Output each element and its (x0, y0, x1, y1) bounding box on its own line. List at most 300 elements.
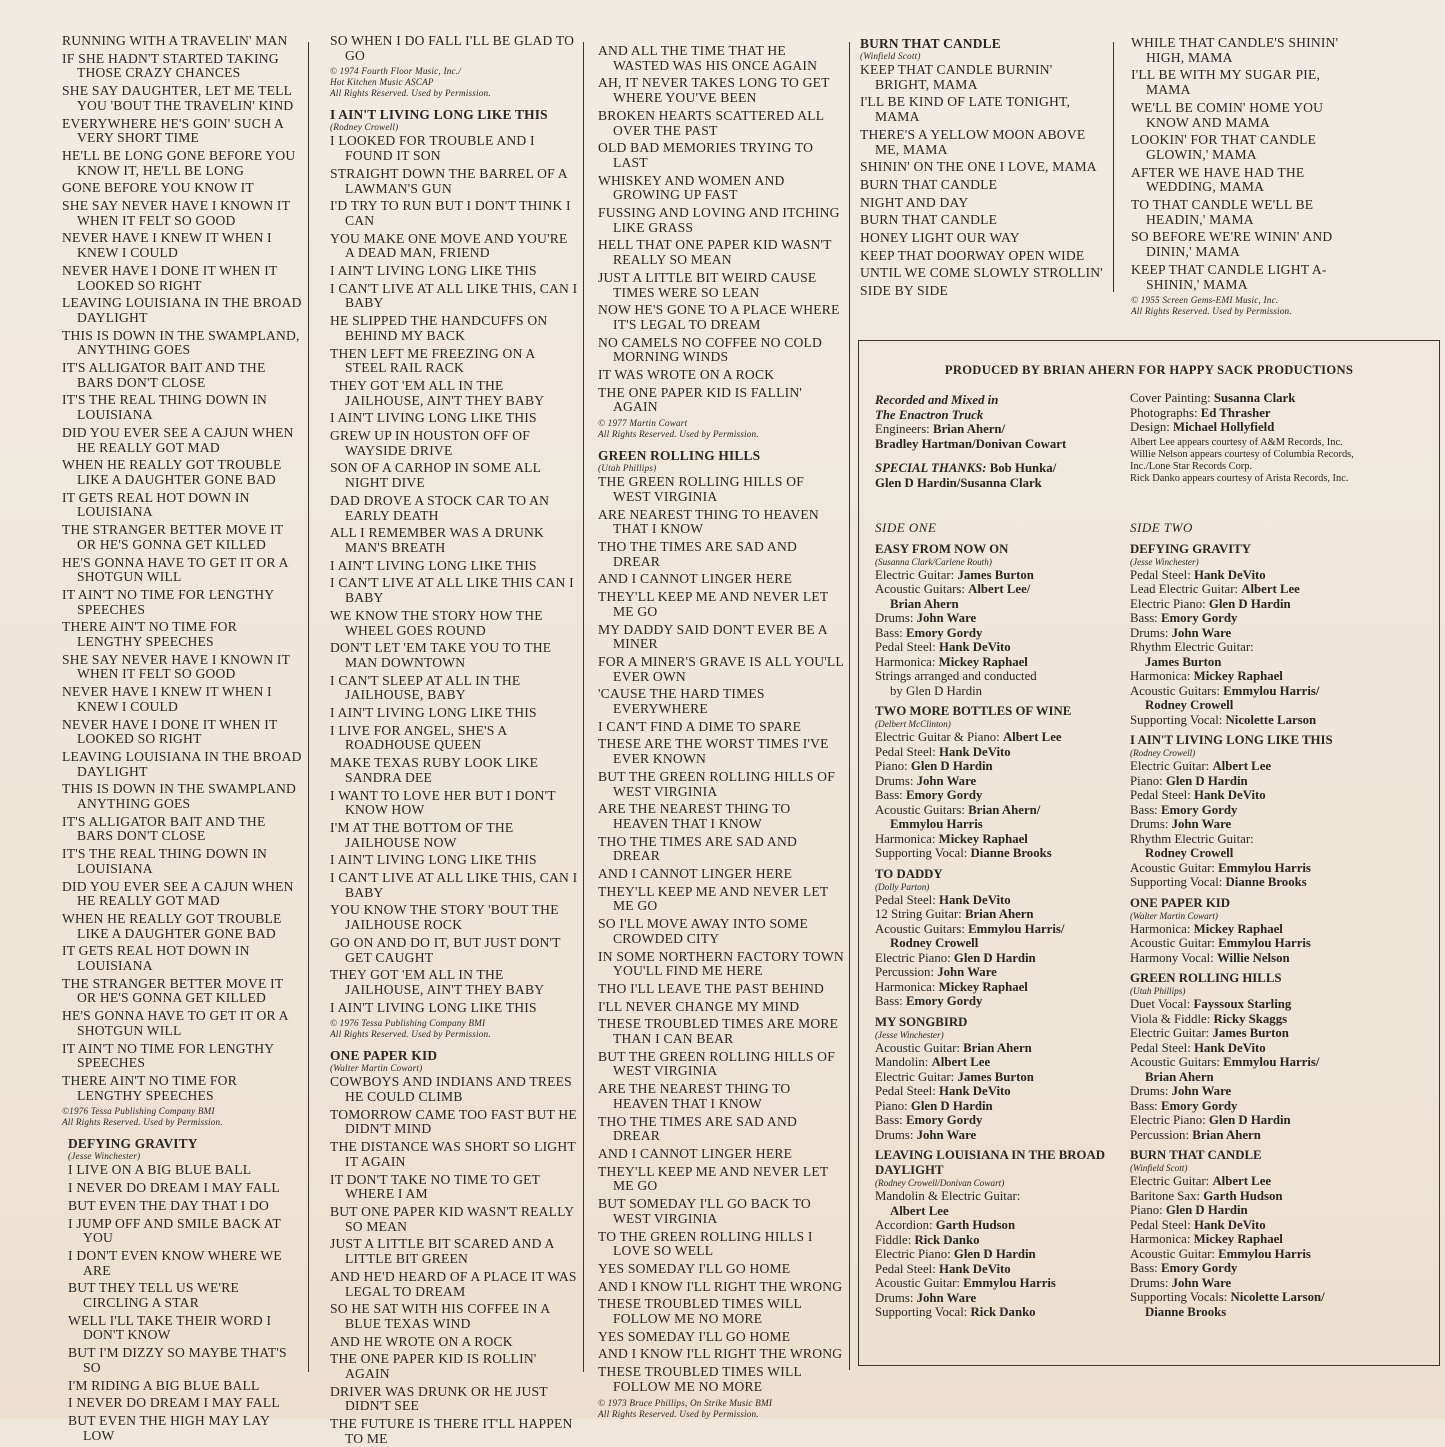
instrument-label: Electric Guitar: (1130, 1174, 1213, 1188)
instrument-label: Percussion: (1130, 1127, 1193, 1142)
instrument-label: Electric Piano: (1130, 1113, 1209, 1127)
musician-name: Hank DeVito (1193, 567, 1266, 582)
instrument-label: Strings arranged and conducted (875, 669, 1037, 683)
musician-name: Mickey Raphael (938, 831, 1028, 846)
credit-song-author: (Delbert McClinton) (875, 719, 951, 729)
lyric-line: I LIVE ON A BIG BLUE BALL (68, 1162, 252, 1178)
lyric-line: YES SOMEDAY I'LL GO HOME (598, 1328, 791, 1344)
musician-name: Hank DeVito (938, 744, 1011, 759)
musician-credit (875, 626, 1130, 641)
musician-name: Emmylou Harris/ (1223, 683, 1320, 698)
lyric-line: I AIN'T LIVING LONG LIKE THIS (330, 410, 537, 426)
musician-credit (875, 774, 1130, 789)
text-line: © 1973 Bruce Phillips, On Strike Music BMI (598, 1397, 773, 1408)
musician-credit (1130, 1189, 1430, 1204)
lyric-line: FUSSING AND LOVING AND ITCHING LIKE GRASS (598, 205, 840, 235)
lyric-line: LEAVING LOUISIANA IN THE BROAD DAYLIGHT (62, 748, 302, 779)
design-credit (1130, 420, 1430, 435)
lyric-line: RUNNING WITH A TRAVELIN' MAN (62, 33, 288, 48)
lyric-line: DID YOU EVER SEE A CAJUN WHEN HE REALLY GOT MAD (62, 878, 294, 909)
lyric-line: THEN LEFT ME FREEZING ON A STEEL RAIL RACK (330, 345, 535, 376)
cover-credit (1130, 391, 1430, 406)
lyric-line: IT AIN'T NO TIME FOR LENGTHY SPEECHES (62, 1040, 274, 1071)
lyric-line: ALL I REMEMBER WAS A DRUNK MAN'S BREATH (330, 525, 545, 555)
musician-name: Emory Gordy (905, 1113, 983, 1127)
lyric-line: WHEN HE REALLY GOT TROUBLE LIKE A DAUGHTER GONE BAD (62, 910, 282, 941)
lyric-line: ARE THE NEAREST THING TO HEAVEN THAT I KNOW (598, 1081, 791, 1111)
musician-credit (1130, 1174, 1430, 1189)
copyright-notice (62, 1106, 302, 1128)
musician-credit (875, 832, 1130, 847)
engineer-name: Brian Ahern/ (932, 422, 1006, 436)
instrument-label: Acoustic Guitars: (1130, 1055, 1224, 1069)
instrument-label: Percussion: (875, 965, 938, 979)
musician-credit (1130, 1070, 1430, 1085)
instrument-label: Piano: (1130, 773, 1166, 788)
lyric-line: THEY GOT 'EM ALL IN THE JAILHOUSE, AIN'T THEY BABY (330, 967, 545, 997)
credit-song-author: (Walter Martin Cowart) (1130, 910, 1218, 921)
lyric-line: AND I CANNOT LINGER HERE (598, 571, 793, 587)
text-line: Willie Nelson appears courtesy of Columbia Records, Inc./Lone Star Records Corp. (1130, 448, 1354, 472)
lyric-lines (598, 475, 844, 1394)
lyric-line: DID YOU EVER SEE A CAJUN WHEN HE REALLY GOT MAD (62, 424, 294, 455)
musician-name: Glen D Hardin (953, 950, 1036, 965)
musician-name: Albert Lee (931, 1055, 991, 1069)
lyric-line: I NEVER DO DREAM I MAY FALL (68, 1395, 280, 1411)
song-author: (Utah Phillips) (598, 463, 657, 474)
lyric-line: SON OF A CARHOP IN SOME ALL NIGHT DIVE (330, 460, 541, 491)
lyric-line: NEVER HAVE I KNEW IT WHEN I KNEW I COULD (62, 230, 272, 261)
musician-name: Dianne Brooks (1145, 1304, 1227, 1319)
lyric-line: I'M AT THE BOTTOM OF THE JAILHOUSE NOW (330, 819, 514, 850)
lyric-line: BUT EVEN THE HIGH MAY LAY LOW (68, 1412, 270, 1443)
photo-credit (1130, 406, 1430, 421)
instrument-label: Bass: (1130, 1098, 1161, 1113)
lyric-line: AND I CANNOT LINGER HERE (598, 866, 793, 882)
lyric-line: AND HE WROTE ON A ROCK (330, 1333, 513, 1349)
instrument-label: Supporting Vocal: (875, 846, 971, 860)
text-line: ©1976 Tessa Publishing Company BMI (62, 1106, 215, 1117)
musician-credit (875, 684, 1130, 699)
lyric-line: MAKE TEXAS RUBY LOOK LIKE SANDRA DEE (330, 755, 539, 785)
instrument-label: Acoustic Guitar: (1130, 860, 1219, 875)
musician-name: Glen D Hardin (1208, 1113, 1291, 1127)
musician-name: John Ware (1171, 817, 1232, 831)
lyric-line: IT'S ALLIGATOR BAIT AND THE BARS DON'T CLOSE (62, 813, 266, 844)
musician-credit (875, 951, 1130, 966)
instrument-label: Electric Piano: (875, 950, 954, 965)
text-line: All Rights Reserved. Used by Permission. (62, 1117, 223, 1128)
credit-song-author: (Dolly Parton) (875, 881, 930, 892)
musician-credit (1130, 1041, 1430, 1056)
instrument-label: Piano: (1130, 1203, 1166, 1217)
musician-credit (875, 965, 1130, 980)
lyric-line: SO I'LL MOVE AWAY INTO SOME CROWDED CITY (598, 916, 809, 946)
musician-credit (1130, 1247, 1430, 1262)
musician-credit (875, 994, 1130, 1009)
lyric-line: I NEVER DO DREAM I MAY FALL (68, 1180, 280, 1196)
musician-credit (875, 1099, 1130, 1114)
courtesy-notes (1130, 437, 1370, 485)
lyric-line: I'LL BE WITH MY SUGAR PIE, MAMA (1131, 67, 1321, 98)
musician-credit (875, 907, 1130, 922)
instrument-label: Baritone Sax: (1130, 1188, 1204, 1203)
musician-credit (1130, 684, 1430, 699)
instrument-label: Harmonica: (875, 831, 939, 846)
musician-name: Willie Nelson (1216, 950, 1290, 965)
musician-name: Albert Lee (1241, 582, 1300, 596)
musician-credit (1130, 1026, 1430, 1041)
instrument-label: Bass: (875, 1113, 906, 1127)
lyric-line: GREW UP IN HOUSTON OFF OF WAYSIDE DRIVE (330, 428, 530, 458)
column-rule (308, 42, 309, 1372)
lyric-line: SHE SAY DAUGHTER, LET ME TELL YOU 'BOUT THE TRAVELIN' KIND (62, 83, 294, 113)
copyright-notice (598, 1398, 844, 1420)
credit-song-title: ONE PAPER KID (1130, 895, 1231, 910)
instrument-label: Duet Vocal: (1130, 997, 1194, 1011)
lyric-line: SO BEFORE WE'RE WININ' AND DININ,' MAMA (1131, 229, 1333, 260)
instrument-label: Piano: (875, 759, 911, 773)
instrument-label: Drums: (1130, 817, 1172, 831)
engineer-name: Bradley Hartman/Donivan Cowart (875, 436, 1067, 451)
lyric-line: THESE ARE THE WORST TIMES I'VE EVER KNOWN (598, 736, 829, 767)
engineers-credit (875, 422, 1130, 451)
lyrics-column-3 (598, 43, 844, 1419)
musician-credit (875, 669, 1130, 684)
lyric-line: THERE AIN'T NO TIME FOR LENGTHY SPEECHES (62, 619, 237, 650)
lyric-line: I CAN'T LIVE AT ALL LIKE THIS CAN I BABY (330, 575, 574, 606)
instrument-label: Drums: (875, 1127, 917, 1142)
musician-name: Emmylou Harris/ (968, 921, 1065, 936)
lyrics-column-1 (62, 33, 302, 1443)
musician-name: Hank DeVito (1193, 788, 1266, 802)
lyric-line: THO THE TIMES ARE SAD AND DREAR (598, 833, 797, 864)
musician-name: Nicolette Larson/ (1230, 1290, 1325, 1304)
instrument-label: Electric Guitar: (1130, 1026, 1213, 1040)
lyric-line: I JUMP OFF AND SMILE BACK AT YOU (68, 1215, 281, 1246)
instrument-label: Supporting Vocal: (1130, 712, 1226, 727)
musician-name: Emmylou Harris (890, 817, 983, 831)
lyric-line: AFTER WE HAVE HAD THE WEDDING, MAMA (1131, 164, 1305, 195)
musician-name: Albert Lee (890, 1203, 949, 1218)
lyric-lines (330, 1075, 578, 1446)
side-two-heading: SIDE TWO (1130, 520, 1193, 535)
lyric-line: IT GETS REAL HOT DOWN IN LOUISIANA (62, 943, 250, 974)
lyric-line: IT AIN'T NO TIME FOR LENGTHY SPEECHES (62, 586, 274, 617)
musician-name: Emory Gordy (1160, 1261, 1238, 1275)
musician-credit (1130, 951, 1430, 966)
lyric-line: HELL THAT ONE PAPER KID WASN'T REALLY SO MEAN (598, 237, 832, 268)
musician-credit (1130, 1084, 1430, 1099)
musician-name: Emmylou Harris (1218, 1246, 1311, 1261)
instrument-label: Acoustic Guitar: (875, 1276, 964, 1290)
musician-credit (875, 1055, 1130, 1070)
lyric-line: IF SHE HADN'T STARTED TAKING THOSE CRAZY CHANCES (62, 50, 279, 81)
musician-name: Albert Lee (1002, 730, 1062, 744)
musician-credit (1130, 846, 1430, 861)
lyric-line: I AIN'T LIVING LONG LIKE THIS (330, 557, 537, 573)
art-credits (1130, 391, 1430, 485)
musician-name: Brian Ahern (890, 596, 959, 611)
instrument-label: Acoustic Guitars: (875, 802, 969, 817)
lyric-line: THO THE TIMES ARE SAD AND DREAR (598, 1113, 797, 1144)
instrument-label: by Glen D Hardin (890, 683, 983, 698)
lyric-lines (860, 63, 1108, 299)
recorded-note (875, 393, 1130, 422)
instrument-label: Drums: (1130, 1084, 1172, 1098)
instrument-label: Mandolin & Electric Guitar: (875, 1189, 1021, 1203)
musician-name: Mickey Raphael (1193, 669, 1283, 683)
instrument-label: Drums: (875, 611, 917, 625)
musician-name: Emmylou Harris/ (1223, 1055, 1320, 1069)
lyric-line: 'CAUSE THE HARD TIMES EVERYWHERE (598, 686, 765, 717)
side-one-credits (875, 521, 1130, 1320)
musician-name: John Ware (916, 1290, 977, 1305)
side-one-heading: SIDE ONE (875, 520, 937, 535)
lyric-line: THIS IS DOWN IN THE SWAMPLAND, ANYTHING GOES (62, 327, 300, 358)
lyric-line: I AIN'T LIVING LONG LIKE THIS (330, 705, 537, 721)
lyric-lines (1131, 36, 1361, 292)
lyric-lines (330, 34, 578, 63)
lyric-line: I WANT TO LOVE HER BUT I DON'T KNOW HOW (330, 787, 556, 818)
musician-name: Mickey Raphael (1193, 1232, 1283, 1246)
musician-credit (1130, 1276, 1430, 1291)
musician-name: Hank DeVito (938, 1084, 1011, 1098)
copyright-notice (1131, 295, 1361, 317)
musician-name: Albert Lee (1212, 759, 1272, 773)
musician-credit (1130, 997, 1430, 1012)
instrument-label: Bass: (875, 994, 906, 1008)
credit-song-author: (Susanna Clark/Carlene Routh) (875, 556, 992, 567)
lyric-line: WHISKEY AND WOMEN AND GROWING UP FAST (598, 172, 785, 203)
copyright-notice (330, 66, 578, 99)
engineers-label: Engineers: (875, 422, 933, 436)
musician-credit (1130, 788, 1430, 803)
musician-credit (875, 759, 1130, 774)
lyric-line: THEY'LL KEEP ME AND NEVER LET ME GO (598, 1163, 829, 1194)
instrument-label: Supporting Vocals: (1130, 1290, 1231, 1304)
musician-name: Hank DeVito (938, 1261, 1011, 1276)
musician-name: Rick Danko (970, 1305, 1036, 1319)
musician-credit (875, 745, 1130, 760)
musician-credit (875, 1041, 1130, 1056)
lyric-line: WE KNOW THE STORY HOW THE WHEEL GOES ROUND (330, 607, 543, 638)
text-line: © 1977 Martin Cowart (598, 418, 688, 429)
musician-credit (1130, 1290, 1430, 1305)
lyric-line: THESE TROUBLED TIMES WILL FOLLOW ME NO MORE (598, 1364, 802, 1394)
musician-name: Albert Lee (1212, 1174, 1272, 1188)
instrument-label: Pedal Steel: (1130, 1217, 1194, 1232)
lyric-lines (68, 1163, 302, 1443)
instrument-label: Electric Guitar & Piano: (875, 730, 1003, 744)
musician-credit (1130, 626, 1430, 641)
musician-credit (1130, 1055, 1430, 1070)
musician-credit (1130, 568, 1430, 583)
thanks-name: Bob Hunka/ (989, 461, 1057, 475)
lyric-line: SO WHEN I DO FALL I'LL BE GLAD TO GO (330, 33, 575, 63)
lyric-line: KEEP THAT CANDLE BURNIN' BRIGHT, MAMA (860, 62, 1053, 92)
design-name: Michael Hollyfield (1173, 420, 1275, 434)
credit-song-title: DEFYING GRAVITY (1130, 541, 1251, 556)
musician-name: Glen D Hardin (1165, 773, 1248, 788)
text-line: All Rights Reserved. Used by Permission. (330, 1029, 491, 1040)
musician-credit (1130, 1113, 1430, 1128)
song-author: (Jesse Winchester) (68, 1151, 141, 1162)
musician-name: Emmylou Harris (963, 1276, 1056, 1290)
instrument-label: Pedal Steel: (875, 744, 939, 759)
lyric-line: TO THE GREEN ROLLING HILLS I LOVE SO WELL (598, 1228, 813, 1259)
musician-credit (1130, 803, 1430, 818)
lyric-line: LOOKIN' FOR THAT CANDLE GLOWIN,' MAMA (1131, 132, 1317, 162)
lyric-line: YOU MAKE ONE MOVE AND YOU'RE A DEAD MAN, FRIEND (330, 230, 568, 261)
musician-credit (875, 980, 1130, 995)
lyric-line: BURN THAT CANDLE (860, 212, 998, 228)
lyric-line: I CAN'T LIVE AT ALL LIKE THIS, CAN I BABY (330, 870, 578, 900)
lyric-line: HE'S GONNA HAVE TO GET IT OR A SHOTGUN WILL (62, 1008, 288, 1038)
photo-label: Photographs: (1130, 405, 1201, 420)
instrument-label: Acoustic Guitar: (875, 1040, 964, 1055)
musician-credit (1130, 1203, 1430, 1218)
lyric-line: THE STRANGER BETTER MOVE IT OR HE'S GONNA GET KILLED (62, 522, 284, 552)
lyric-line: GO ON AND DO IT, BUT JUST DON'T GET CAUGHT (330, 934, 561, 965)
musician-credit (1130, 1261, 1430, 1276)
instrument-label: 12 String Guitar: (875, 907, 965, 921)
instrument-label: Drums: (875, 1290, 917, 1305)
thanks-name: Glen D Hardin/Susanna Clark (875, 475, 1042, 490)
lyric-line: THE GREEN ROLLING HILLS OF WEST VIRGINIA (598, 474, 805, 504)
musician-name: Glen D Hardin (953, 1247, 1036, 1261)
instrument-label: Electric Piano: (875, 1247, 954, 1261)
musician-name: John Ware (916, 773, 977, 788)
musician-credit (875, 922, 1130, 937)
text-line: Albert Lee appears courtesy of A&M Records, Inc. (1130, 436, 1343, 448)
credit-song-title: GREEN ROLLING HILLS (1130, 971, 1282, 985)
musician-name: Albert Lee/ (968, 582, 1031, 596)
musician-name: Mickey Raphael (938, 654, 1028, 669)
thanks-label: SPECIAL THANKS: (875, 461, 990, 475)
instrument-label: Harmonica: (875, 654, 939, 669)
musician-name: Glen D Hardin (910, 1098, 993, 1113)
lyric-line: YES SOMEDAY I'LL GO HOME (598, 1260, 791, 1276)
musician-name: Brian Ahern/ (968, 802, 1041, 817)
lyric-line: COWBOYS AND INDIANS AND TREES HE COULD CLIMB (330, 1074, 572, 1105)
musician-credit (875, 1233, 1130, 1248)
lyrics-column-2 (330, 33, 578, 1446)
musician-credit (1130, 1305, 1430, 1320)
musician-name: Emory Gordy (905, 625, 983, 640)
musician-name: Mickey Raphael (938, 979, 1028, 994)
lyric-line: JUST A LITTLE BIT SCARED AND A LITTLE BIT GREEN (330, 1236, 554, 1267)
lyric-line: SIDE BY SIDE (860, 283, 948, 299)
column-rule (1113, 42, 1114, 292)
musician-name: John Ware (916, 611, 977, 625)
lyric-line: THO THE TIMES ARE SAD AND DREAR (598, 538, 797, 569)
musician-credit (875, 655, 1130, 670)
musician-credit (875, 1305, 1130, 1320)
lyric-line: BUT THE GREEN ROLLING HILLS OF WEST VIRGINIA (598, 1048, 835, 1079)
instrument-label: Bass: (875, 625, 906, 640)
musician-name: Emory Gordy (1160, 1098, 1238, 1113)
lyric-line: HE SLIPPED THE HANDCUFFS ON BEHIND MY BACK (330, 313, 548, 343)
instrument-label: Mandolin: (875, 1055, 932, 1069)
musician-name: Rick Danko (914, 1232, 980, 1247)
instrument-label: Accordion: (875, 1218, 936, 1232)
instrument-label: Drums: (1130, 1275, 1172, 1290)
musician-credit (1130, 611, 1430, 626)
text-line: Hot Kitchen Music ASCAP (330, 77, 434, 88)
lyric-line: IT'S ALLIGATOR BAIT AND THE BARS DON'T CLOSE (62, 360, 266, 390)
photo-name: Ed Thrasher (1200, 405, 1271, 420)
text-line: All Rights Reserved. Used by Permission. (598, 1408, 759, 1419)
lyric-line: IT'S THE REAL THING DOWN IN LOUISIANA (62, 392, 268, 423)
instrument-label: Acoustic Guitars: (875, 582, 969, 596)
musician-credit (1130, 861, 1430, 876)
lyric-line: THE FUTURE IS THERE IT'LL HAPPEN TO ME (330, 1416, 573, 1446)
text-line: © 1974 Fourth Floor Music, Inc./ (330, 66, 462, 77)
musician-name: Garth Hudson (1203, 1188, 1283, 1203)
lyric-line: IT WAS WROTE ON A ROCK (598, 367, 775, 383)
lyric-line: THEY GOT 'EM ALL IN THE JAILHOUSE, AIN'T THEY BABY (330, 377, 545, 408)
lyric-line: BUT SOMEDAY I'LL GO BACK TO WEST VIRGINIA (598, 1196, 811, 1226)
lyric-line: THO I'LL LEAVE THE PAST BEHIND (598, 980, 825, 996)
lyric-line: IT'S THE REAL THING DOWN IN LOUISIANA (62, 846, 268, 876)
lyric-line: BUT THE GREEN ROLLING HILLS OF WEST VIRGINIA (598, 768, 835, 799)
column-rule (849, 42, 850, 1370)
instrument-label: Fiddle: (875, 1232, 915, 1247)
musician-credit (1130, 1012, 1430, 1027)
lyric-line: THE ONE PAPER KID IS ROLLIN' AGAIN (330, 1351, 537, 1382)
musician-credit (875, 1276, 1130, 1291)
instrument-label: Harmonica: (1130, 921, 1194, 936)
lyric-line: I'D TRY TO RUN BUT I DON'T THINK I CAN (330, 198, 571, 228)
musician-name: John Ware (916, 1127, 977, 1142)
song-title: ONE PAPER KID (330, 1048, 438, 1064)
lyric-line: EVERYWHERE HE'S GOIN' SUCH A VERY SHORT TIME (62, 115, 284, 146)
lyric-line: THIS IS DOWN IN THE SWAMPLAND ANYTHING GOES (62, 781, 296, 812)
instrument-label: Pedal Steel: (875, 1084, 939, 1098)
text-line: © 1976 Tessa Publishing Company BMI (330, 1018, 486, 1029)
lyric-line: THE DISTANCE WAS SHORT SO LIGHT IT AGAIN (330, 1139, 576, 1169)
musician-credit (1130, 936, 1430, 951)
musician-name: John Ware (937, 965, 997, 979)
instrument-label: Drums: (875, 773, 917, 788)
lyric-line: DRIVER WAS DRUNK OR HE JUST DIDN'T SEE (330, 1383, 548, 1414)
instrument-label: Acoustic Guitar: (1130, 1246, 1219, 1261)
lyric-line: TO THAT CANDLE WE'LL BE HEADIN,' MAMA (1131, 197, 1314, 227)
instrument-label: Lead Electric Guitar: (1130, 582, 1242, 596)
lyric-line: HE'LL BE LONG GONE BEFORE YOU KNOW IT, HE'LL BE LONG (62, 147, 296, 178)
song-title: GREEN ROLLING HILLS (598, 448, 761, 464)
credit-song-title: I AIN'T LIVING LONG LIKE THIS (1130, 733, 1333, 747)
musician-name: Emmylou Harris (1218, 860, 1311, 875)
musician-credit (875, 611, 1130, 626)
musician-name: Rodney Crowell (1145, 846, 1234, 860)
lyric-line: KEEP THAT DOORWAY OPEN WIDE (860, 247, 1085, 263)
musician-name: Glen D Hardin (1165, 1203, 1248, 1217)
musician-name: Hank DeVito (1193, 1217, 1266, 1232)
text-line: All Rights Reserved. Used by Permission. (1131, 306, 1292, 317)
musician-credit (875, 1084, 1130, 1099)
lyric-line: IT DON'T TAKE NO TIME TO GET WHERE I AM (330, 1171, 540, 1202)
credit-song-author: (Jesse Winchester) (875, 1029, 944, 1040)
producer-credit: PRODUCED BY BRIAN AHERN FOR HAPPY SACK PRODUCTIONS (944, 363, 1354, 377)
musician-credit (875, 893, 1130, 908)
instrument-label: Bass: (1130, 1261, 1161, 1275)
musician-credit (875, 1218, 1130, 1233)
musician-credit (875, 1113, 1130, 1128)
musician-credit (875, 1262, 1130, 1277)
instrument-label: Electric Guitar: (875, 567, 958, 582)
